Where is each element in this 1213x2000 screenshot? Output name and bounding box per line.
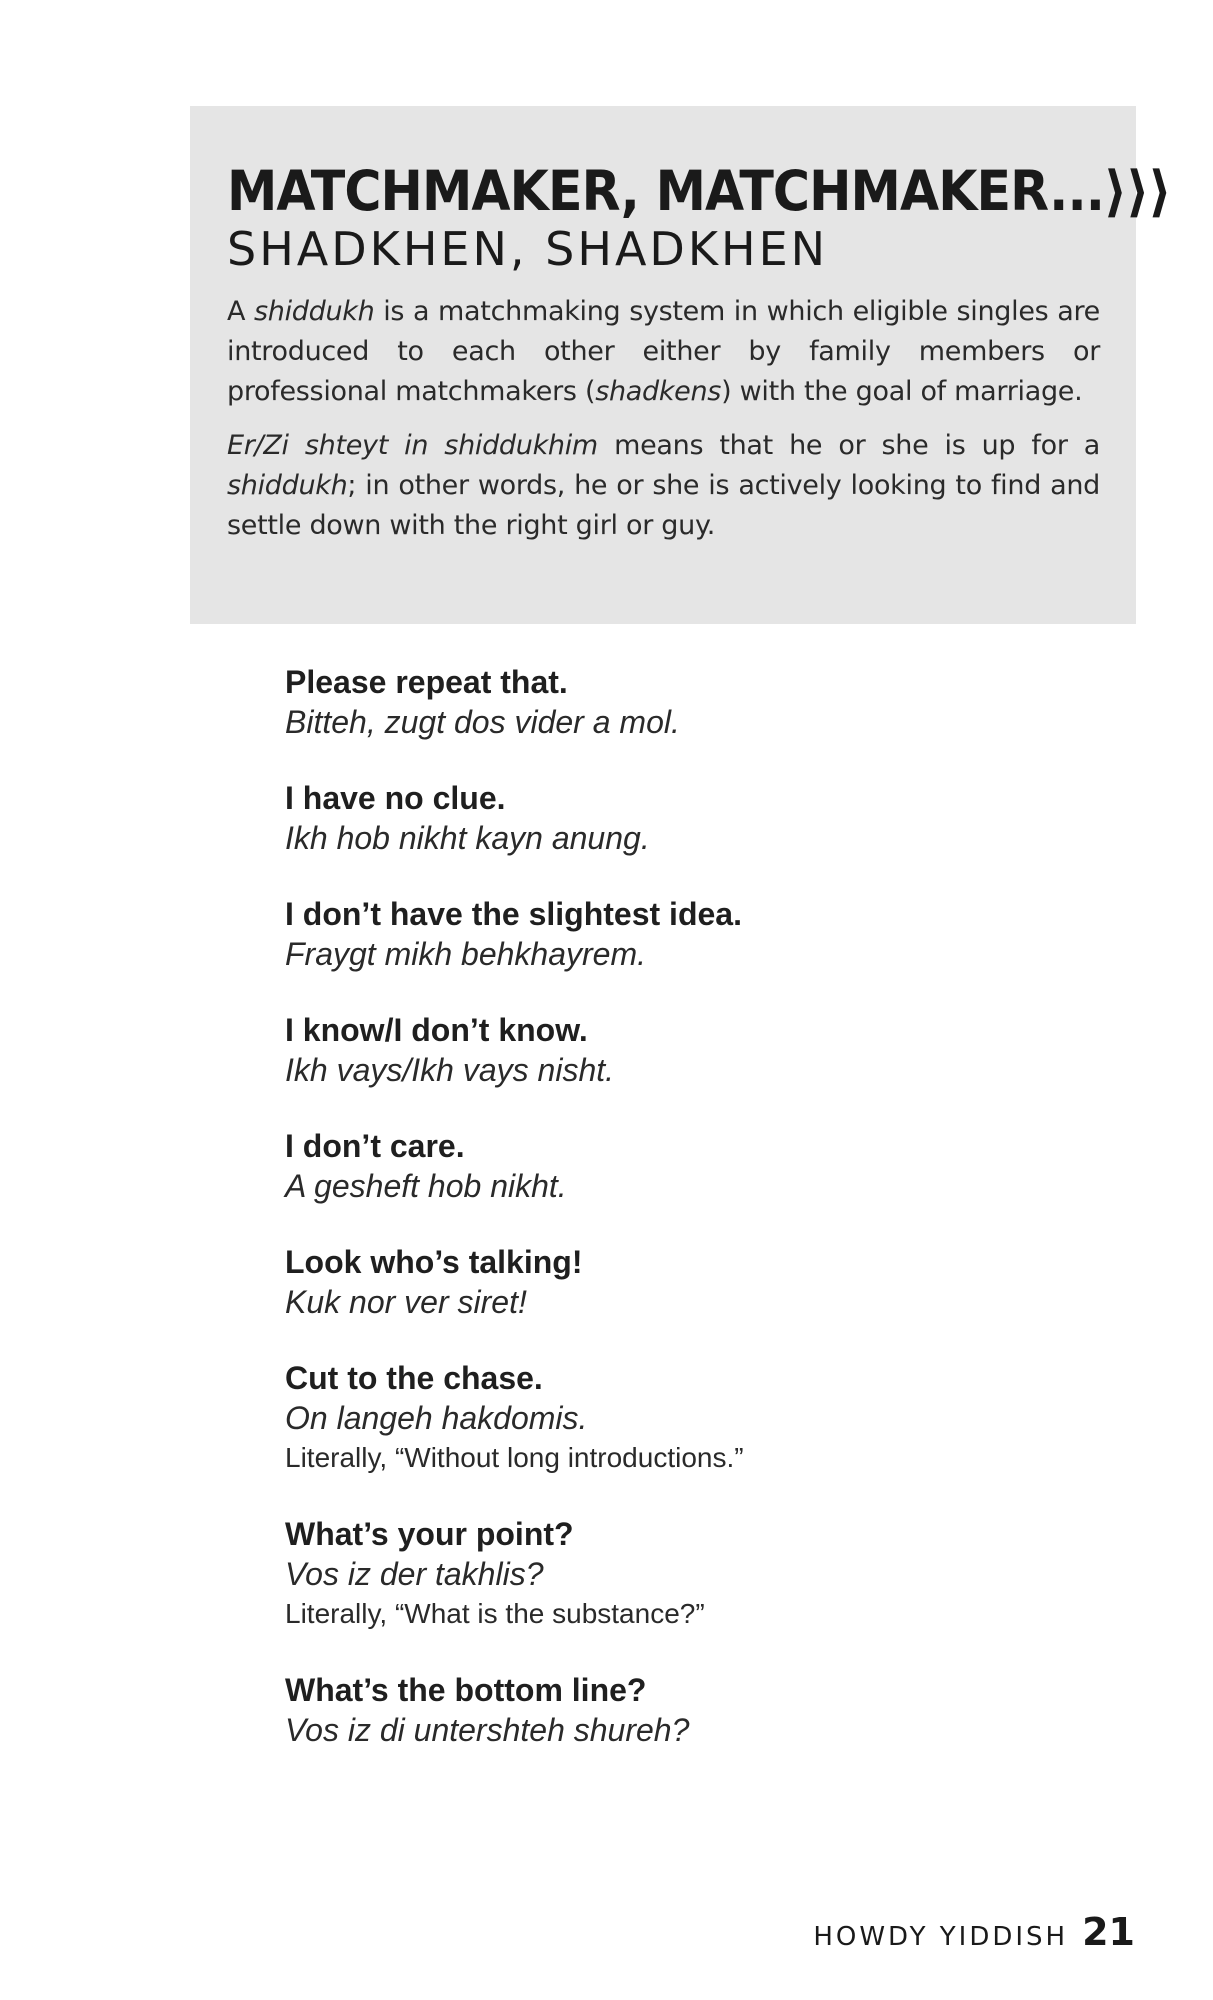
- phrase-english: I have no clue.: [285, 780, 506, 816]
- phrase-english: I know/I don’t know.: [285, 1012, 588, 1048]
- text-run: ; in other words, he or she is actively looking to find and settle down with the right girl or guy.: [227, 470, 1100, 541]
- phrase-item: [285, 894, 1105, 974]
- sidebar-paragraph-shiddukh: [227, 292, 1100, 412]
- phrase-english: Look who’s talking!: [285, 1244, 583, 1280]
- phrase-yiddish: Kuk nor ver siret!: [285, 1284, 527, 1320]
- phrase-yiddish: Ikh hob nikht kayn anung.: [285, 820, 650, 856]
- phrase-item: [285, 1126, 1105, 1206]
- phrase-yiddish: Bitteh, zugt dos vider a mol.: [285, 704, 680, 740]
- phrase-item: [285, 1242, 1105, 1322]
- text-run: is a matchmaking system in which eligible singles are introduced to each other either by family members or professional matchmakers (: [227, 296, 1100, 407]
- phrase-english: Please repeat that.: [285, 664, 568, 700]
- phrase-yiddish: A gesheft hob nikht.: [285, 1168, 567, 1204]
- phrase-english: What’s your point?: [285, 1516, 574, 1552]
- page-footer: [813, 1904, 1135, 1954]
- sidebar-subtitle: SHADKHEN, SHADKHEN: [227, 222, 829, 276]
- phrase-yiddish: Ikh vays/Ikh vays nisht.: [285, 1052, 615, 1088]
- page-number: 21: [1082, 1910, 1135, 1954]
- phrase-item: [285, 1358, 1105, 1478]
- term-shiddukh: shiddukh: [253, 296, 375, 327]
- phrase-literal-note: Literally, “Without long introductions.”: [285, 1442, 744, 1473]
- text-run: A: [227, 296, 254, 327]
- phrase-list: [285, 662, 1105, 1786]
- phrase-yiddish: Vos iz der takhlis?: [285, 1556, 544, 1592]
- phrase-english: What’s the bottom line?: [285, 1672, 647, 1708]
- phrase-english: I don’t care.: [285, 1128, 465, 1164]
- text-run: means that he or she is up for a: [597, 430, 1101, 461]
- text-run: ) with the goal of marriage.: [721, 376, 1083, 407]
- phrase-item: [285, 1010, 1105, 1090]
- phrase-item: [285, 778, 1105, 858]
- sidebar-title: MATCHMAKER, MATCHMAKER...⟩⟩⟩: [227, 159, 1171, 223]
- sidebar-box: [190, 106, 1171, 624]
- phrase-item: [285, 1514, 1105, 1634]
- phrase-english: Cut to the chase.: [285, 1360, 543, 1396]
- phrase-literal-note: Literally, “What is the substance?”: [285, 1598, 705, 1629]
- phrase-english: I don’t have the slightest idea.: [285, 896, 742, 932]
- term-shadkens: shadkens: [595, 376, 722, 407]
- phrase-yiddish: On langeh hakdomis.: [285, 1400, 588, 1436]
- sidebar-paragraph-shiddukhim: [227, 426, 1100, 546]
- term-shteyt-in-shiddukhim: Er/Zi shteyt in shiddukhim: [227, 430, 598, 461]
- phrase-yiddish: Fraygt mikh behkhayrem.: [285, 936, 647, 972]
- running-footer-title: HOWDY YIDDISH: [813, 1922, 1069, 1952]
- phrase-yiddish: Vos iz di untershteh shureh?: [285, 1712, 690, 1748]
- phrase-item: [285, 1670, 1105, 1750]
- term-shiddukh: shiddukh: [227, 470, 348, 501]
- phrase-item: [285, 662, 1105, 742]
